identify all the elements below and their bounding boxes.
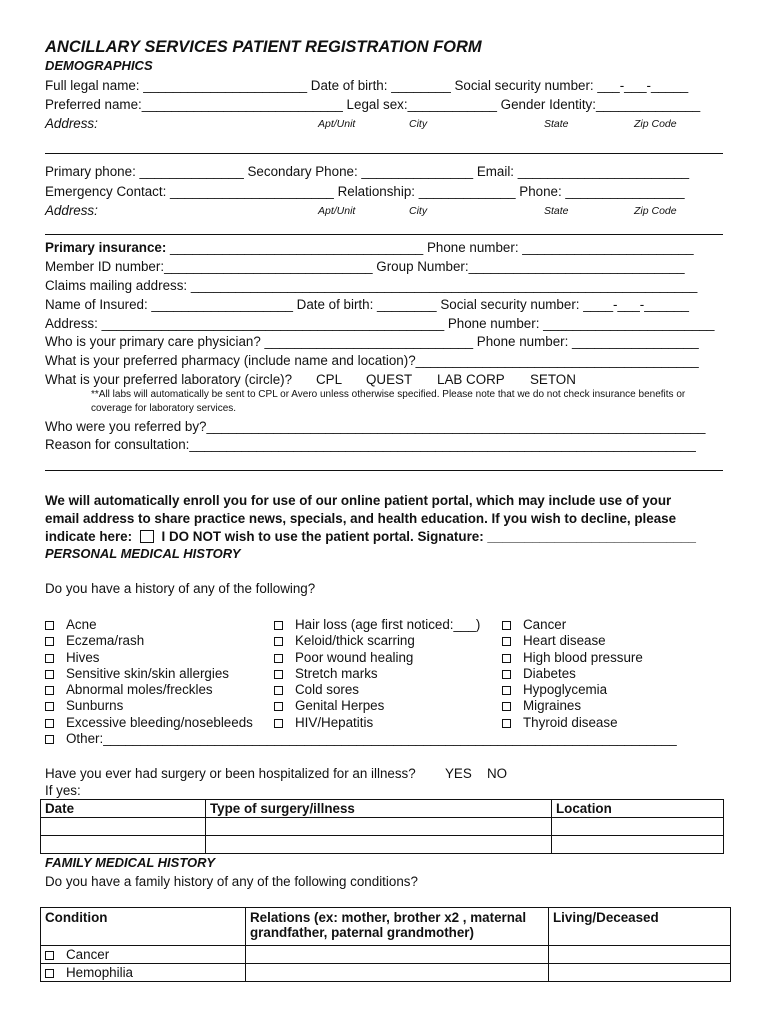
surgery-yes[interactable]: YES [445, 766, 472, 781]
form-title: ANCILLARY SERVICES PATIENT REGISTRATION FORM [45, 38, 482, 56]
pmh-item[interactable]: Sensitive skin/skin allergies [45, 666, 677, 682]
portal-text-2: email address to share practice news, specials, and health education. If you wish to decline, please [45, 511, 677, 526]
insured-line[interactable]: Name of Insured: ___________________ Date of birth: ________ Social security number: ____-___-______ [45, 297, 689, 312]
contact-line-2[interactable]: Emergency Contact: ______________________ Relationship: _____________ Phone: ________________ [45, 184, 685, 199]
table-header-row [41, 908, 731, 946]
pmh-column-3 [502, 617, 643, 731]
contact-address-label: Address: [45, 203, 98, 218]
checkbox[interactable] [502, 654, 511, 663]
checkbox[interactable] [502, 719, 511, 728]
checkbox[interactable] [45, 951, 54, 960]
contact-city-label: City [409, 205, 428, 217]
claims-address-line[interactable]: Claims mailing address: ____________________________________________________________________ [45, 278, 698, 293]
pmh-item[interactable]: Hair loss (age first noticed:___) [274, 617, 480, 633]
checkbox[interactable] [502, 670, 511, 679]
primary-insurance-line[interactable] [45, 240, 694, 255]
checkbox[interactable] [45, 686, 54, 695]
primary-insurance-label: Primary insurance: [45, 240, 167, 255]
checkbox[interactable] [502, 686, 511, 695]
header-location: Location [552, 800, 724, 818]
header-date: Date [41, 800, 206, 818]
pmh-item[interactable]: Sunburns [45, 698, 677, 714]
pmh-item[interactable]: Heart disease [502, 633, 643, 649]
checkbox[interactable] [274, 637, 283, 646]
primary-insurance-fields[interactable]: __________________________________ Phone number: _______________________ [166, 240, 694, 255]
pmh-item[interactable]: Cancer [502, 617, 643, 633]
pmh-question: Do you have a history of any of the following? [45, 581, 316, 596]
lab-option-labcorp[interactable]: LAB CORP [437, 372, 505, 387]
pharmacy-line[interactable]: What is your preferred pharmacy (include name and location)?______________________________________ [45, 353, 699, 368]
address-label: Address: [45, 116, 98, 131]
if-yes-label: If yes: [45, 783, 81, 798]
checkbox[interactable] [45, 719, 54, 728]
referred-line[interactable]: Who were you referred by?___________________________________________________________________ [45, 419, 706, 434]
table-header-row [41, 800, 724, 818]
checkbox[interactable] [502, 637, 511, 646]
pmh-item[interactable]: HIV/Hepatitis [274, 715, 480, 731]
table-row [41, 818, 724, 836]
contact-line-1[interactable]: Primary phone: ______________ Secondary Phone: _______________ Email: _______________________ [45, 164, 690, 179]
checkbox[interactable] [45, 702, 54, 711]
state-label: State [544, 118, 569, 130]
surgery-no[interactable]: NO [487, 766, 508, 781]
checkbox[interactable] [502, 621, 511, 630]
checkbox[interactable] [274, 702, 283, 711]
header-condition: Condition [41, 908, 246, 946]
pmh-item[interactable]: Hives [45, 650, 677, 666]
portal-text-1: We will automatically enroll you for use of our online patient portal, which may include use of your [45, 493, 672, 508]
pmh-item[interactable]: Excessive bleeding/nosebleeds [45, 715, 677, 731]
condition-cell[interactable]: Cancer [41, 946, 246, 964]
portal-signature-line[interactable]: I DO NOT wish to use the patient portal. Signature: ____________________________ [161, 529, 696, 544]
pmh-item[interactable]: Poor wound healing [274, 650, 480, 666]
pmh-item[interactable]: Genital Herpes [274, 698, 480, 714]
contact-zip-label: Zip Code [634, 205, 677, 217]
demographics-line-2[interactable]: Preferred name:___________________________ Legal sex:____________ Gender Identity:______________ [45, 97, 701, 112]
checkbox[interactable] [274, 621, 283, 630]
contact-apt-label: Apt/Unit [318, 205, 356, 217]
pcp-line[interactable]: Who is your primary care physician? ____________________________ Phone number: _________________ [45, 334, 699, 349]
surgery-table [40, 799, 724, 854]
pmh-item[interactable]: Abnormal moles/freckles [45, 682, 677, 698]
table-row [41, 946, 731, 964]
lab-option-cpl[interactable]: CPL [316, 372, 343, 387]
checkbox[interactable] [274, 654, 283, 663]
header-relations: Relations (ex: mother, brother x2 , maternal grandfather, paternal grandmother) [246, 908, 549, 946]
checkbox[interactable] [274, 719, 283, 728]
pmh-item[interactable]: Keloid/thick scarring [274, 633, 480, 649]
pmh-item[interactable]: Stretch marks [274, 666, 480, 682]
city-label: City [409, 118, 428, 130]
lab-option-seton[interactable]: SETON [530, 372, 576, 387]
reason-extra-line[interactable] [45, 470, 723, 471]
surgery-question: Have you ever had surgery or been hospitalized for an illness? [45, 766, 416, 781]
portal-decline-checkbox[interactable] [140, 530, 154, 543]
pmh-item[interactable]: Thyroid disease [502, 715, 643, 731]
fmh-question: Do you have a family history of any of the following conditions? [45, 874, 418, 889]
pmh-item[interactable]: Migraines [502, 698, 643, 714]
pmh-item[interactable]: Cold sores [274, 682, 480, 698]
reason-line[interactable]: Reason for consultation:____________________________________________________________________ [45, 437, 696, 452]
pmh-item[interactable]: High blood pressure [502, 650, 643, 666]
insured-address-line[interactable]: Address: ______________________________________________ Phone number: _______________________ [45, 316, 715, 331]
zip-label: Zip Code [634, 118, 677, 130]
checkbox[interactable] [45, 637, 54, 646]
lab-option-quest[interactable]: QUEST [366, 372, 413, 387]
checkbox[interactable] [274, 670, 283, 679]
pmh-item[interactable]: Diabetes [502, 666, 643, 682]
pmh-heading: PERSONAL MEDICAL HISTORY [45, 546, 241, 561]
demographics-line-1[interactable]: Full legal name: ______________________ Date of birth: ________ Social security number: ___-___-_____ [45, 78, 689, 93]
table-row [41, 836, 724, 854]
header-living: Living/Deceased [549, 908, 731, 946]
condition-cell[interactable]: Hemophilia [41, 964, 246, 982]
lab-question: What is your preferred laboratory (circle)? [45, 372, 293, 387]
checkbox[interactable] [502, 702, 511, 711]
checkbox[interactable] [45, 969, 54, 978]
portal-decline-line [45, 529, 696, 544]
contact-state-label: State [544, 205, 569, 217]
portal-indicate-label: indicate here: [45, 529, 133, 544]
checkbox[interactable] [45, 735, 54, 744]
pmh-item[interactable]: Hypoglycemia [502, 682, 643, 698]
address-line[interactable] [45, 153, 723, 154]
pmh-item[interactable]: Eczema/rash [45, 633, 677, 649]
lab-note: **All labs will automatically be sent to CPL or Avero unless otherwise specified. Please note that we do not check insurance benefits or coverage for laboratory services. [91, 389, 686, 414]
fmh-heading: FAMILY MEDICAL HISTORY [45, 855, 215, 870]
contact-address-line[interactable] [45, 234, 723, 235]
checkbox[interactable] [274, 686, 283, 695]
table-row [41, 964, 731, 982]
member-id-line[interactable]: Member ID number:____________________________ Group Number:_____________________________ [45, 259, 685, 274]
pmh-column-2 [274, 617, 480, 731]
pmh-item-other[interactable]: Other:_____________________________________________________________________________ [45, 731, 677, 747]
family-history-table [40, 907, 731, 982]
apt-label: Apt/Unit [318, 118, 356, 130]
pmh-item[interactable]: Acne [45, 617, 677, 633]
demographics-heading: DEMOGRAPHICS [45, 58, 153, 73]
header-type: Type of surgery/illness [206, 800, 552, 818]
checkbox[interactable] [45, 654, 54, 663]
checkbox[interactable] [45, 670, 54, 679]
checkbox[interactable] [45, 621, 54, 630]
